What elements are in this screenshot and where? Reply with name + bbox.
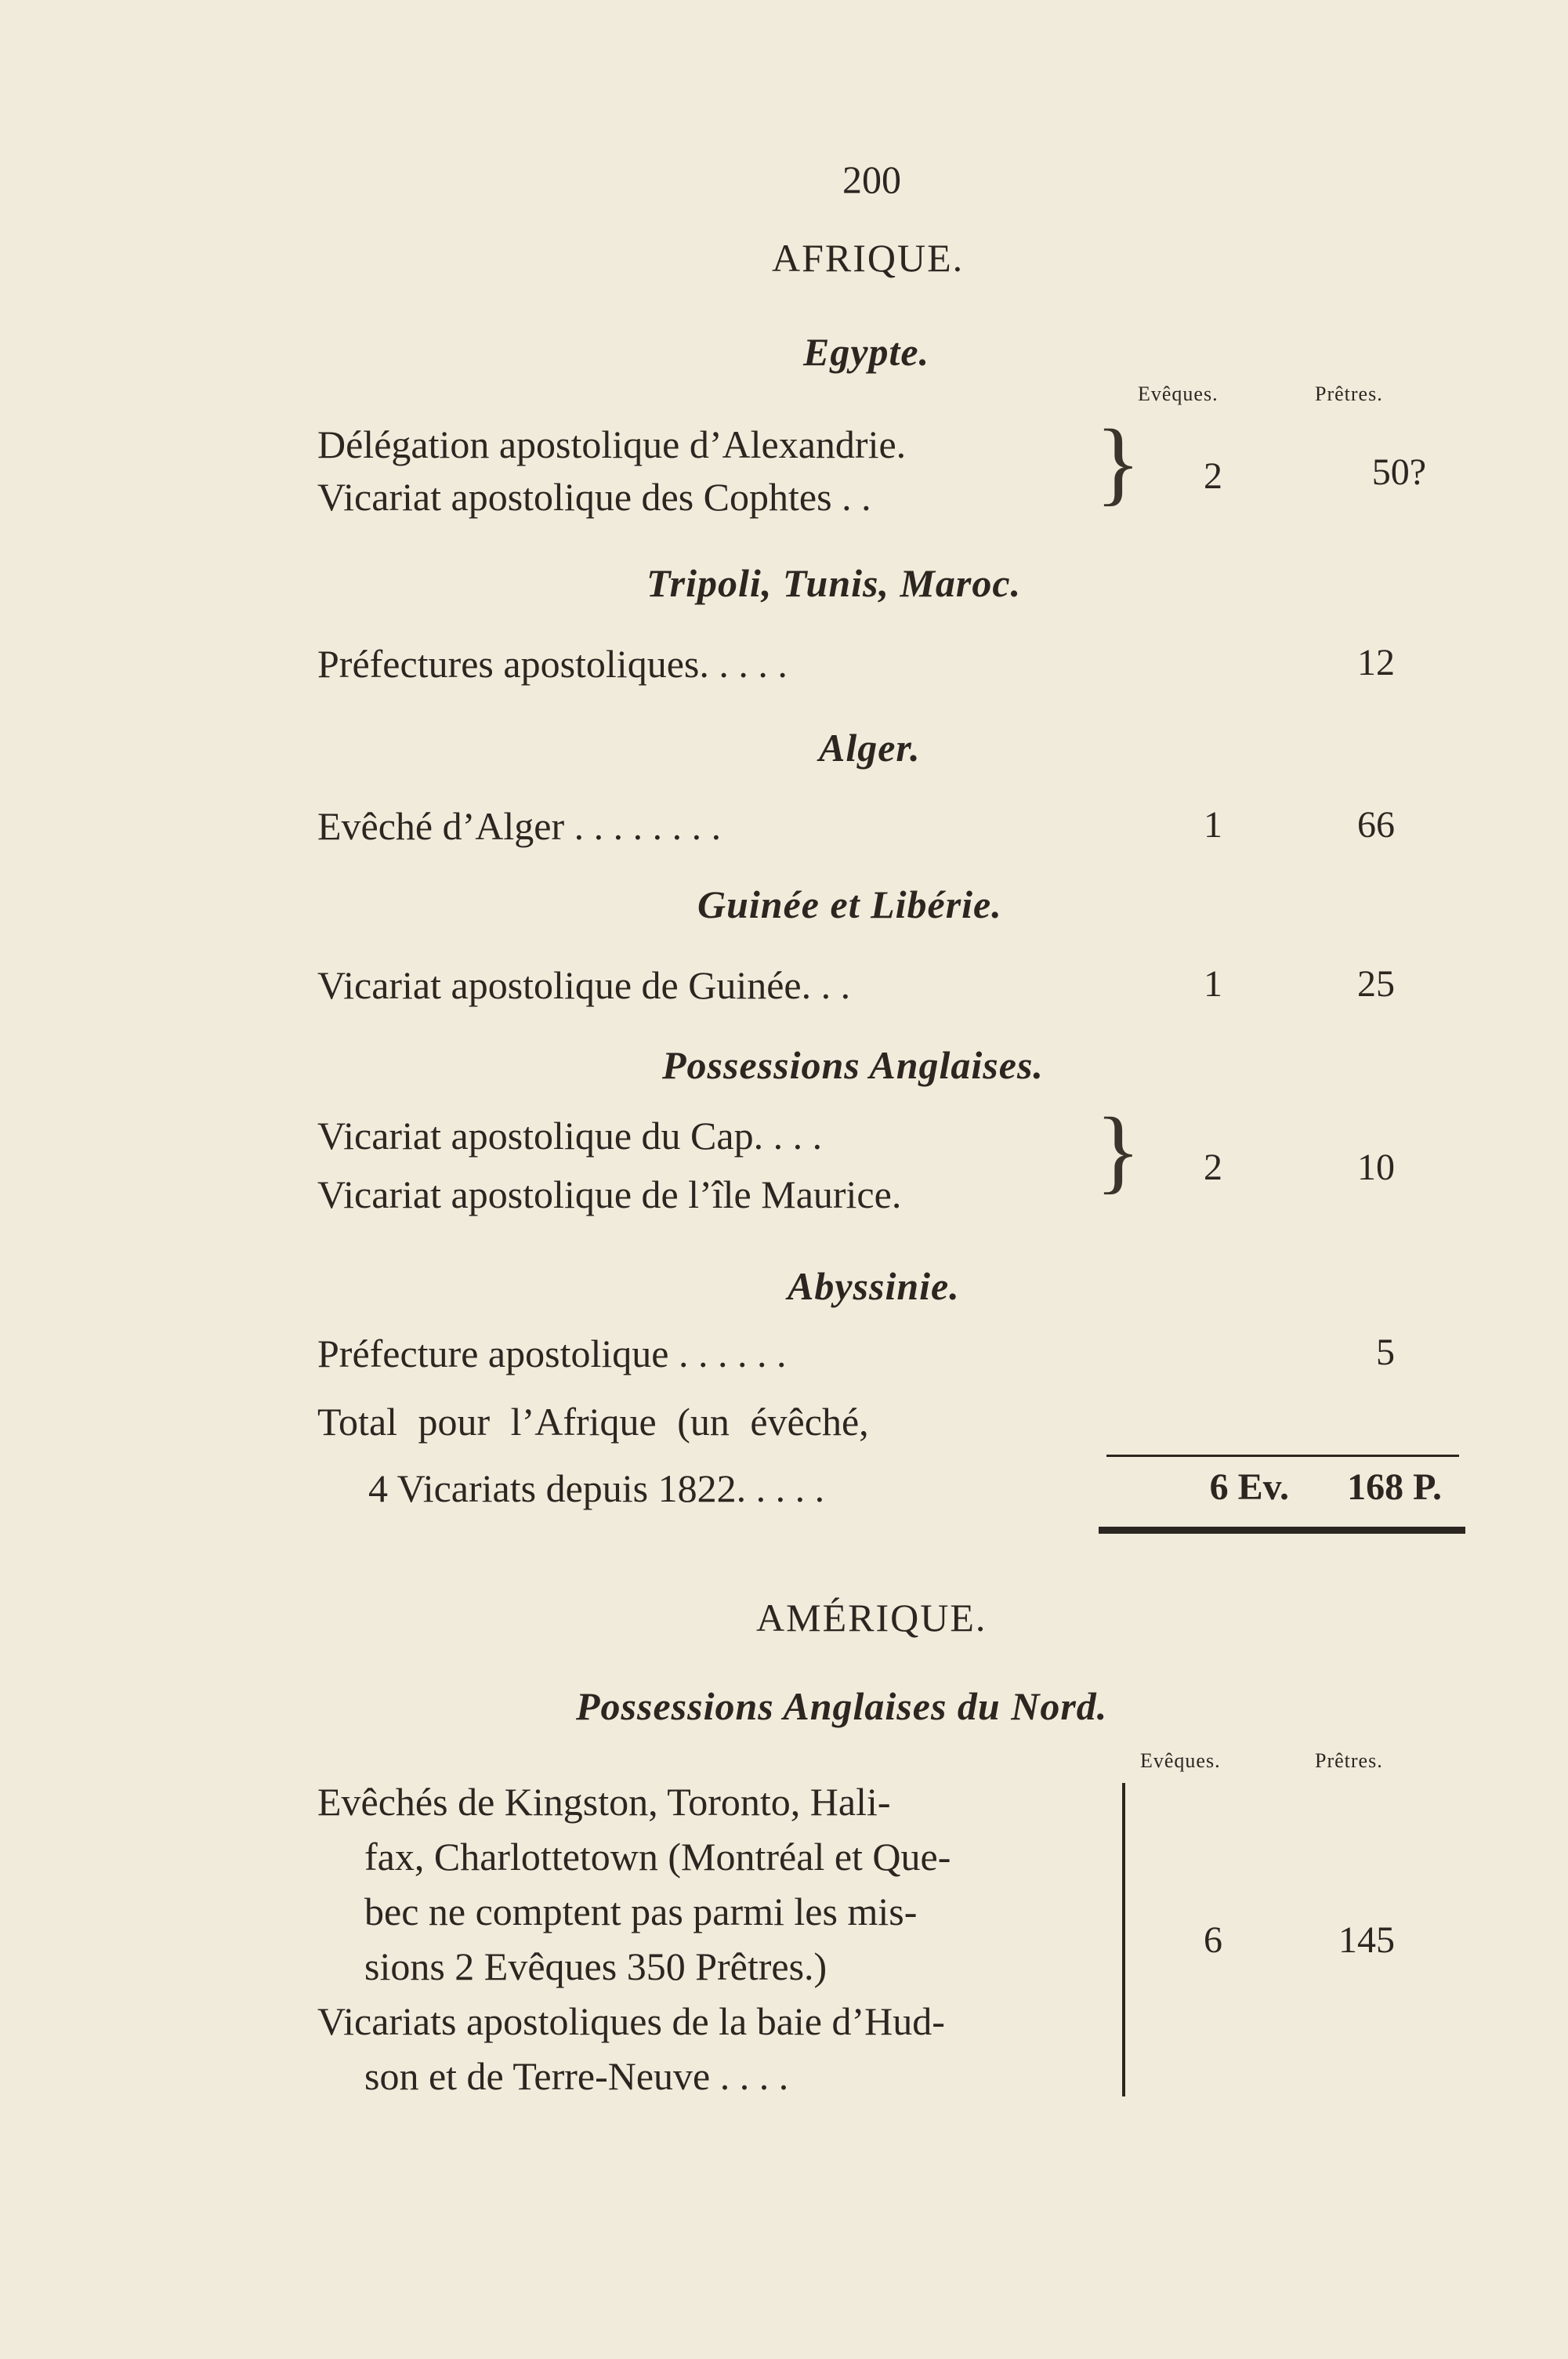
entry-row: Vicariat apostolique de l’île Maurice.	[317, 1172, 902, 1216]
bracket-line	[1122, 1783, 1125, 2096]
page-number: 200	[842, 158, 901, 201]
entry-row: Délégation apostolique d’Alexandrie.	[317, 422, 907, 466]
priests-value: 25	[1357, 963, 1395, 1005]
america-heading: AMÉRIQUE.	[756, 1596, 987, 1640]
entry-row: son et de Terre-Neuve . . . .	[364, 2054, 789, 2098]
section-title-guinee: Guinée et Libérie.	[697, 882, 1002, 926]
entry-row: fax, Charlottetown (Montréal et Que-	[364, 1835, 951, 1879]
column-header-bishops: Evêques.	[1138, 382, 1219, 405]
bishops-value: 2	[1204, 455, 1222, 497]
bishops-value: 1	[1204, 963, 1222, 1005]
entry-row: sions 2 Evêques 350 Prêtres.)	[364, 1944, 827, 1988]
bishops-value: 1	[1204, 804, 1222, 846]
column-header-priests: Prêtres.	[1315, 382, 1383, 405]
brace: }	[1095, 410, 1141, 514]
priests-value: 12	[1357, 642, 1395, 683]
section-title-possessions-anglaises-du-nord: Possessions Anglaises du Nord.	[576, 1684, 1108, 1728]
total-priests: 168 P.	[1347, 1466, 1442, 1508]
entry-row: Evêchés de Kingston, Toronto, Hali-	[317, 1780, 891, 1824]
entry-row: Vicariats apostoliques de la baie d’Hud-	[317, 1999, 945, 2043]
africa-heading: AFRIQUE.	[772, 236, 965, 280]
entry-row: Evêché d’Alger . . . . . . . .	[317, 804, 722, 848]
priests-value: 50?	[1371, 451, 1426, 493]
priests-value: 10	[1357, 1147, 1395, 1188]
total-bishops: 6 Ev.	[1209, 1466, 1289, 1508]
priests-value: 145	[1338, 1919, 1395, 1961]
brace: }	[1095, 1098, 1141, 1202]
column-header-bishops: Evêques.	[1140, 1749, 1221, 1772]
entry-row: Vicariat apostolique du Cap. . . .	[317, 1114, 823, 1158]
entry-row: Vicariat apostolique de Guinée. . .	[317, 963, 851, 1007]
bishops-value: 2	[1204, 1147, 1222, 1188]
section-title-egypte: Egypte.	[803, 330, 930, 374]
entry-row: Préfecture apostolique . . . . . .	[317, 1332, 787, 1375]
total-line-2: 4 Vicariats depuis 1822. . . . .	[368, 1466, 825, 1510]
priests-value: 66	[1357, 804, 1395, 846]
bishops-value: 6	[1204, 1919, 1222, 1961]
section-title-tripoli: Tripoli, Tunis, Maroc.	[646, 561, 1022, 605]
section-title-alger: Alger.	[819, 726, 921, 770]
total-rule	[1106, 1455, 1459, 1457]
priests-value: 5	[1376, 1332, 1395, 1373]
entry-row: Préfectures apostoliques. . . . .	[317, 642, 788, 686]
total-line-1: Total pour l’Afrique (un évêché,	[317, 1400, 869, 1444]
section-title-possessions-anglaises: Possessions Anglaises.	[662, 1043, 1044, 1087]
section-title-abyssinie: Abyssinie.	[788, 1264, 960, 1308]
section-divider	[1099, 1527, 1465, 1534]
column-header-priests: Prêtres.	[1315, 1749, 1383, 1772]
entry-row: Vicariat apostolique des Cophtes . .	[317, 475, 871, 519]
entry-row: bec ne comptent pas parmi les mis-	[364, 1890, 918, 1933]
